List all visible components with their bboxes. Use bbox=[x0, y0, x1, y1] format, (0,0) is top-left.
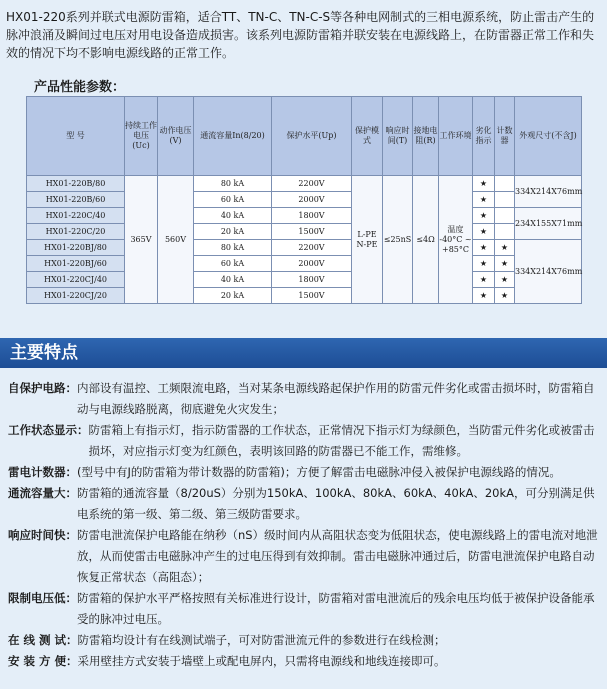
cell-protection-level: 2000V bbox=[272, 192, 352, 208]
cell-mode: L-PE N-PE bbox=[352, 176, 383, 304]
feature-label: 自保护电路： bbox=[8, 381, 77, 395]
cell-counter: ★ bbox=[495, 256, 515, 272]
header-model: 型 号 bbox=[27, 97, 125, 176]
feature-text: 防雷箱均设计有在线测试端子，可对防雷泄流元件的参数进行在线检测； bbox=[77, 633, 446, 647]
header-current: 通流容量In(8/20) bbox=[194, 97, 272, 176]
table-row bbox=[27, 256, 582, 272]
table-row bbox=[27, 208, 582, 224]
cell-environment: 温度 -40°C ~ +85°C bbox=[439, 176, 473, 304]
cell-current: 80 kA bbox=[194, 240, 272, 256]
feature-item bbox=[8, 462, 600, 483]
header-mode: 保护模式 bbox=[352, 97, 383, 176]
spec-table bbox=[26, 96, 582, 304]
feature-item bbox=[8, 630, 600, 651]
feature-text: 防雷箱上有指示灯，指示防雷器的工作状态，正常情况下指示灯为绿颜色，当防雷元件劣化或被雷击损坏，对应指示灯变为红颜色，表明该回路的防雷器已不能工作，需维修。 bbox=[88, 423, 595, 458]
spec-table-header-row bbox=[27, 97, 582, 176]
cell-counter bbox=[495, 208, 515, 224]
feature-label: 雷电计数器： bbox=[8, 465, 77, 479]
cell-counter: ★ bbox=[495, 288, 515, 304]
feature-label: 响应时间快： bbox=[8, 528, 77, 542]
cell-voltage: 560V bbox=[158, 176, 194, 304]
header-voltage: 动作电压(V) bbox=[158, 97, 194, 176]
cell-current: 80 kA bbox=[194, 176, 272, 192]
intro-paragraph: HX01-220系列并联式电源防雷箱，适合TT、TN-C、TN-C-S等各种电网制式的三相电源系统，防止雷击产生的脉冲浪涌及瞬间过电压对用电设备造成损害。该系列电源防雷箱并联安装在电源线路上，在防雷器正常工作和失效的情况下均不影响电源线路的正常工作。 bbox=[6, 10, 595, 60]
feature-item bbox=[8, 378, 600, 420]
cell-current: 40 kA bbox=[194, 208, 272, 224]
cell-protection-level: 1800V bbox=[272, 208, 352, 224]
cell-current: 40 kA bbox=[194, 272, 272, 288]
cell-model: HX01-220BJ/60 bbox=[27, 256, 125, 272]
cell-counter bbox=[495, 192, 515, 208]
feature-text: 内部设有温控、工频限流电路，当对某条电源线路起保护作用的防雷元件劣化或雷击损坏时，防雷箱自动与电源线路脱离，彻底避免火灾发生； bbox=[77, 381, 595, 416]
feature-label: 限制电压低： bbox=[8, 591, 77, 605]
cell-indicator: ★ bbox=[473, 256, 495, 272]
cell-indicator: ★ bbox=[473, 192, 495, 208]
cell-counter bbox=[495, 176, 515, 192]
cell-indicator: ★ bbox=[473, 240, 495, 256]
header-protection-level: 保护水平(Up) bbox=[272, 97, 352, 176]
feature-label: 工作状态显示： bbox=[8, 423, 89, 437]
feature-item bbox=[8, 588, 600, 630]
header-uc: 持续工作电压(Uc) bbox=[125, 97, 158, 176]
cell-current: 20 kA bbox=[194, 224, 272, 240]
cell-indicator: ★ bbox=[473, 224, 495, 240]
cell-indicator: ★ bbox=[473, 272, 495, 288]
feature-label: 通流容量大： bbox=[8, 486, 77, 500]
cell-protection-level: 2000V bbox=[272, 256, 352, 272]
table-row bbox=[27, 272, 582, 288]
cell-model: HX01-220B/80 bbox=[27, 176, 125, 192]
cell-uc: 365V bbox=[125, 176, 158, 304]
header-indicator: 劣化指示 bbox=[473, 97, 495, 176]
cell-model: HX01-220B/60 bbox=[27, 192, 125, 208]
feature-label: 安 装 方 便： bbox=[8, 654, 78, 668]
cell-counter: ★ bbox=[495, 240, 515, 256]
cell-current: 60 kA bbox=[194, 192, 272, 208]
cell-response: ≤25nS bbox=[383, 176, 413, 304]
table-row bbox=[27, 176, 582, 192]
feature-item bbox=[8, 525, 600, 588]
header-resistance: 接地电阻(R) bbox=[413, 97, 439, 176]
feature-item bbox=[8, 420, 600, 462]
feature-text: (型号中有J的防雷箱为带计数器的防雷箱)；方便了解雷击电磁脉冲侵入被保护电源线路的情况。 bbox=[77, 465, 561, 479]
cell-protection-level: 2200V bbox=[272, 240, 352, 256]
feature-text: 采用壁挂方式安装于墙壁上或配电屏内，只需将电源线和地线连接即可。 bbox=[77, 654, 446, 668]
feature-item bbox=[8, 483, 600, 525]
feature-item bbox=[8, 651, 600, 672]
cell-model: HX01-220CJ/40 bbox=[27, 272, 125, 288]
table-row bbox=[27, 224, 582, 240]
cell-counter: ★ bbox=[495, 272, 515, 288]
header-counter: 计数器 bbox=[495, 97, 515, 176]
header-environment: 工作环境 bbox=[439, 97, 473, 176]
cell-indicator: ★ bbox=[473, 288, 495, 304]
feature-label: 在 线 测 试： bbox=[8, 633, 78, 647]
cell-model: HX01-220C/20 bbox=[27, 224, 125, 240]
header-response: 响应时间(T) bbox=[383, 97, 413, 176]
cell-counter bbox=[495, 224, 515, 240]
feature-text: 防雷箱的通流容量（8/20uS）分别为150kA、100kA、80kA、60kA、40kA、20kA，可分别满足供电系统的第一级、第二级、第三级防雷要求。 bbox=[77, 486, 595, 521]
cell-model: HX01-220CJ/20 bbox=[27, 288, 125, 304]
cell-indicator: ★ bbox=[473, 176, 495, 192]
feature-text: 防雷电泄流保护电路能在纳秒（nS）级时间内从高阻状态变为低阻状态，使电源线路上的雷电流对地泄放，从而使雷击电磁脉冲产生的过电压得到有效抑制。雷击电磁脉冲通过后，防雷电泄流保护电路自动恢复正常状态（高阻态）； bbox=[77, 528, 598, 584]
cell-current: 20 kA bbox=[194, 288, 272, 304]
cell-indicator: ★ bbox=[473, 208, 495, 224]
cell-protection-level: 1500V bbox=[272, 288, 352, 304]
spec-section-title: 产品性能参数： bbox=[34, 80, 126, 95]
table-row bbox=[27, 240, 582, 256]
cell-size: 234X155X71mm bbox=[515, 208, 582, 240]
cell-size: 334X214X76mm bbox=[515, 240, 582, 304]
cell-current: 60 kA bbox=[194, 256, 272, 272]
cell-protection-level: 2200V bbox=[272, 176, 352, 192]
cell-size: 334X214X76mm bbox=[515, 176, 582, 208]
table-row bbox=[27, 288, 582, 304]
features-list bbox=[8, 378, 600, 672]
feature-text: 防雷箱的保护水平严格按照有关标准进行设计，防雷箱对雷电泄流后的残余电压均低于被保护设备能承受的脉冲过电压。 bbox=[77, 591, 595, 626]
header-size: 外观尺寸(不含J) bbox=[515, 97, 582, 176]
table-row bbox=[27, 192, 582, 208]
cell-model: HX01-220BJ/80 bbox=[27, 240, 125, 256]
cell-model: HX01-220C/40 bbox=[27, 208, 125, 224]
cell-protection-level: 1500V bbox=[272, 224, 352, 240]
cell-resistance: ≤4Ω bbox=[413, 176, 439, 304]
features-banner: 主要特点 bbox=[0, 338, 607, 368]
cell-protection-level: 1800V bbox=[272, 272, 352, 288]
